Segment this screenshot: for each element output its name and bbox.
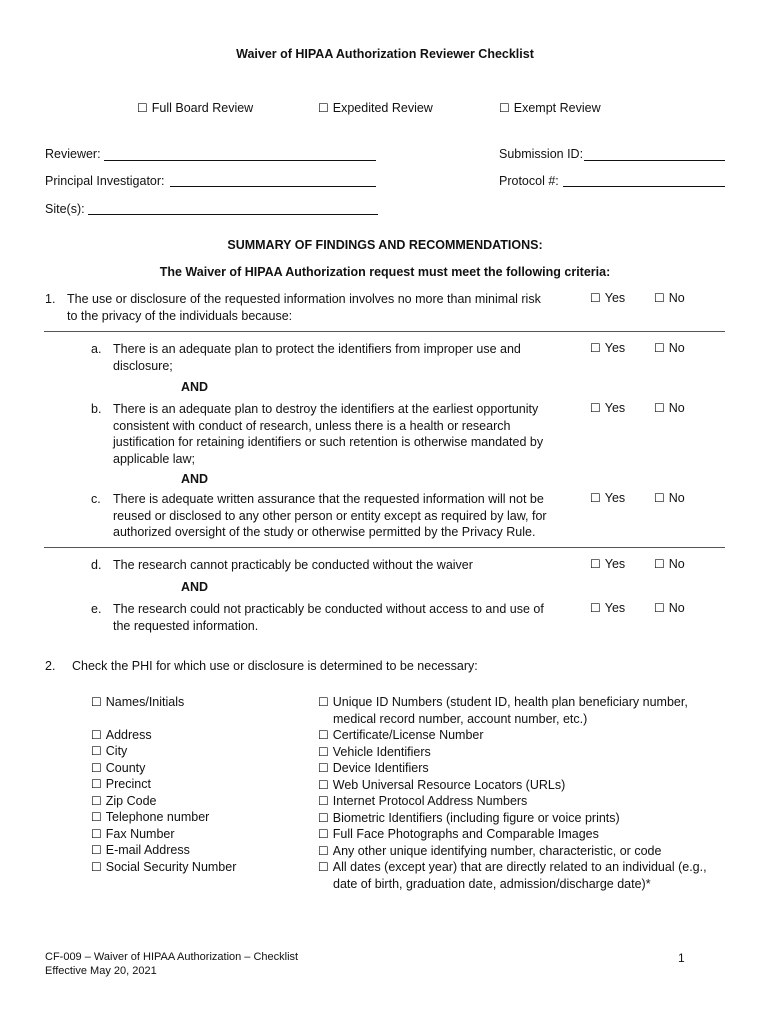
- sites-label: Site(s):: [45, 202, 85, 216]
- sub-e-letter: e.: [91, 602, 102, 616]
- phi-label: E-mail Address: [105, 843, 190, 857]
- phi-label: Web Universal Resource Locators (URLs): [332, 777, 566, 792]
- checkbox-icon[interactable]: ☐: [318, 777, 329, 792]
- review-type-label: Exempt Review: [513, 101, 601, 115]
- phi-option-certificate[interactable]: [318, 727, 707, 744]
- phi-label: Address: [105, 727, 152, 742]
- no-label: No: [668, 291, 685, 305]
- page-number: 1: [678, 951, 685, 965]
- phi-option-ip[interactable]: [318, 793, 707, 810]
- phi-option-email[interactable]: [91, 842, 236, 859]
- sub-a-yes-option[interactable]: [590, 341, 625, 355]
- phi-option-device[interactable]: [318, 760, 707, 777]
- phi-option-fax[interactable]: [91, 826, 236, 843]
- checkbox-icon[interactable]: ☐: [91, 859, 102, 874]
- sub-b-yes-option[interactable]: [590, 401, 625, 415]
- criteria-heading: The Waiver of HIPAA Authorization request must meet the following criteria:: [159, 265, 611, 279]
- exempt-review-option[interactable]: [499, 101, 601, 115]
- q1-no-option[interactable]: [654, 291, 685, 305]
- checkbox-icon[interactable]: ☐: [91, 843, 102, 857]
- checkbox-icon[interactable]: ☐: [590, 491, 601, 505]
- phi-label: Any other unique identifying number, characteristic, or code: [332, 843, 662, 858]
- phi-option-names[interactable]: [91, 694, 236, 711]
- sub-a-text: There is an adequate plan to protect the identifiers from improper use and disclosure;: [113, 342, 521, 373]
- phi-label: Unique ID Numbers (student ID, health plan beneficiary number,: [332, 695, 688, 709]
- checkbox-icon[interactable]: ☐: [318, 728, 329, 742]
- pi-field[interactable]: [170, 186, 376, 187]
- sub-d-yes-option[interactable]: [590, 557, 625, 571]
- phi-label: Fax Number: [105, 826, 175, 841]
- checkbox-icon[interactable]: ☐: [590, 401, 601, 415]
- checkbox-icon[interactable]: ☐: [318, 843, 329, 858]
- checkbox-icon[interactable]: ☐: [318, 744, 329, 759]
- checkbox-icon[interactable]: ☐: [91, 760, 102, 775]
- checkbox-icon[interactable]: ☐: [91, 810, 102, 824]
- divider: [44, 547, 725, 548]
- submission-id-label: Submission ID:: [499, 147, 584, 161]
- protocol-field[interactable]: [563, 186, 725, 187]
- sites-field[interactable]: [88, 214, 378, 215]
- no-label: No: [668, 341, 685, 355]
- full-board-review-option[interactable]: [137, 101, 253, 115]
- sub-a-letter: a.: [91, 342, 102, 356]
- phi-label: Full Face Photographs and Comparable Images: [332, 827, 599, 841]
- yes-label: Yes: [604, 341, 626, 355]
- yes-label: Yes: [604, 291, 626, 305]
- phi-option-urls[interactable]: [318, 777, 707, 794]
- phi-label: Certificate/License Number: [332, 728, 484, 742]
- yes-label: Yes: [604, 557, 626, 571]
- sub-d-no-option[interactable]: [654, 557, 685, 571]
- summary-heading: SUMMARY OF FINDINGS AND RECOMMENDATIONS:: [227, 238, 543, 252]
- footer-form-id: CF-009 – Waiver of HIPAA Authorization – Checklist: [45, 951, 299, 963]
- footer-effective-date: Effective May 20, 2021: [45, 965, 157, 977]
- sub-a-no-option[interactable]: [654, 341, 685, 355]
- pi-label: Principal Investigator:: [45, 174, 165, 188]
- reviewer-label: Reviewer:: [45, 147, 101, 161]
- checkbox-icon[interactable]: ☐: [590, 341, 601, 355]
- phi-label: Vehicle Identifiers: [332, 744, 431, 759]
- and-label: AND: [181, 380, 209, 394]
- page-title: Waiver of HIPAA Authorization Reviewer Checklist: [236, 47, 534, 61]
- checkbox-icon[interactable]: ☐: [91, 826, 102, 841]
- sub-e-text: The research could not practicably be conducted without access to and use of the requested information.: [113, 602, 544, 633]
- yes-label: Yes: [604, 601, 626, 615]
- phi-label: Internet Protocol Address Numbers: [332, 794, 528, 808]
- checkbox-icon[interactable]: ☐: [137, 101, 148, 115]
- checkbox-icon[interactable]: ☐: [654, 601, 665, 615]
- q2-text: Check the PHI for which use or disclosure is determined to be necessary:: [72, 659, 478, 673]
- checkbox-icon[interactable]: ☐: [654, 491, 665, 505]
- sub-e-yes-option[interactable]: [590, 601, 625, 615]
- phi-option-county[interactable]: [91, 760, 236, 777]
- q2-number: 2.: [45, 659, 56, 673]
- phi-right-column: [318, 694, 707, 892]
- phi-label: County: [105, 760, 146, 775]
- phi-label: All dates (except year) that are directly related to an individual (e.g.,: [332, 860, 707, 874]
- sub-c-yes-option[interactable]: [590, 491, 625, 505]
- q1-yes-option[interactable]: [590, 291, 625, 305]
- checkbox-icon[interactable]: ☐: [91, 744, 102, 758]
- expedited-review-option[interactable]: [318, 101, 433, 115]
- phi-option-zip-code[interactable]: [91, 793, 236, 810]
- checkbox-icon[interactable]: ☐: [590, 291, 601, 305]
- phi-left-column: [91, 694, 236, 875]
- sub-c-text: There is adequate written assurance that the requested information will not be reused or disclosed to any other person or entity except as required by law, for authorized oversight of the study or otherwise permitted by the Privacy Rule.: [113, 492, 547, 539]
- q1-line1: The use or disclosure of the requested information involves no more than minimal risk: [67, 292, 541, 306]
- checkbox-icon[interactable]: ☐: [91, 695, 102, 709]
- phi-label: Biometric Identifiers (including figure or voice prints): [332, 810, 620, 825]
- checkbox-icon[interactable]: ☐: [318, 695, 329, 709]
- phi-option-address[interactable]: [91, 727, 236, 744]
- yes-label: Yes: [604, 401, 626, 415]
- sub-d-letter: d.: [91, 558, 102, 572]
- protocol-label: Protocol #:: [499, 174, 559, 188]
- checkbox-icon[interactable]: ☐: [318, 101, 329, 115]
- phi-label: Zip Code: [105, 793, 157, 808]
- no-label: No: [668, 401, 685, 415]
- sub-b-no-option[interactable]: [654, 401, 685, 415]
- phi-option-photographs[interactable]: [318, 826, 707, 843]
- phi-option-other-id[interactable]: [318, 843, 707, 860]
- sub-d-text: The research cannot practicably be conducted without the waiver: [113, 558, 473, 572]
- phi-option-biometric[interactable]: [318, 810, 707, 827]
- phi-label-continued: date of birth, graduation date, admission/discharge date)*: [333, 876, 651, 891]
- checkbox-icon[interactable]: ☐: [654, 341, 665, 355]
- and-label: AND: [181, 580, 209, 594]
- sub-b-text: There is an adequate plan to destroy the identifiers at the earliest opportunity consistent with conduct of research, unless there is a health or research justification for retaining identifiers or such retention is otherwise mandated by applicable law;: [113, 402, 544, 466]
- yes-label: Yes: [604, 491, 626, 505]
- phi-option-precinct[interactable]: [91, 776, 236, 793]
- review-type-label: Full Board Review: [151, 101, 254, 115]
- phi-label: Names/Initials: [105, 695, 185, 709]
- checkbox-icon[interactable]: ☐: [91, 793, 102, 808]
- phi-option-vehicle[interactable]: [318, 744, 707, 761]
- no-label: No: [668, 491, 685, 505]
- q1-line2: to the privacy of the individuals because:: [67, 308, 293, 323]
- checkbox-icon[interactable]: ☐: [590, 601, 601, 615]
- review-type-label: Expedited Review: [332, 101, 433, 115]
- no-label: No: [668, 557, 685, 571]
- phi-label: Social Security Number: [105, 859, 237, 874]
- and-label: AND: [181, 472, 209, 486]
- q1-number: 1.: [45, 292, 56, 306]
- sub-c-no-option[interactable]: [654, 491, 685, 505]
- submission-id-field[interactable]: [584, 160, 725, 161]
- phi-label: City: [105, 744, 128, 758]
- checkbox-icon[interactable]: ☐: [499, 101, 510, 115]
- phi-label: Precinct: [105, 777, 151, 791]
- checkbox-icon[interactable]: ☐: [318, 761, 329, 775]
- phi-option-city[interactable]: [91, 743, 236, 760]
- no-label: No: [668, 601, 685, 615]
- checkbox-icon[interactable]: ☐: [590, 557, 601, 571]
- phi-option-ssn[interactable]: [91, 859, 236, 876]
- phi-option-telephone[interactable]: [91, 809, 236, 826]
- phi-option-dates[interactable]: [318, 859, 707, 876]
- checkbox-icon[interactable]: ☐: [654, 291, 665, 305]
- checkbox-icon[interactable]: ☐: [654, 401, 665, 415]
- checkbox-icon[interactable]: ☐: [91, 777, 102, 791]
- sub-c-letter: c.: [91, 492, 101, 506]
- checkbox-icon[interactable]: ☐: [318, 810, 329, 825]
- q1-text: [67, 291, 541, 324]
- divider: [44, 331, 725, 332]
- phi-label: Telephone number: [105, 810, 210, 824]
- checkbox-icon[interactable]: ☐: [318, 860, 329, 874]
- checkbox-icon[interactable]: ☐: [318, 827, 329, 841]
- sub-e-no-option[interactable]: [654, 601, 685, 615]
- reviewer-field[interactable]: [104, 160, 376, 161]
- phi-label-continued: medical record number, account number, etc.): [333, 711, 588, 726]
- checkbox-icon[interactable]: ☐: [318, 794, 329, 808]
- phi-option-unique-id[interactable]: [318, 694, 707, 711]
- checkbox-icon[interactable]: ☐: [654, 557, 665, 571]
- phi-label: Device Identifiers: [332, 761, 429, 775]
- sub-b-letter: b.: [91, 402, 102, 416]
- checkbox-icon[interactable]: ☐: [91, 727, 102, 742]
